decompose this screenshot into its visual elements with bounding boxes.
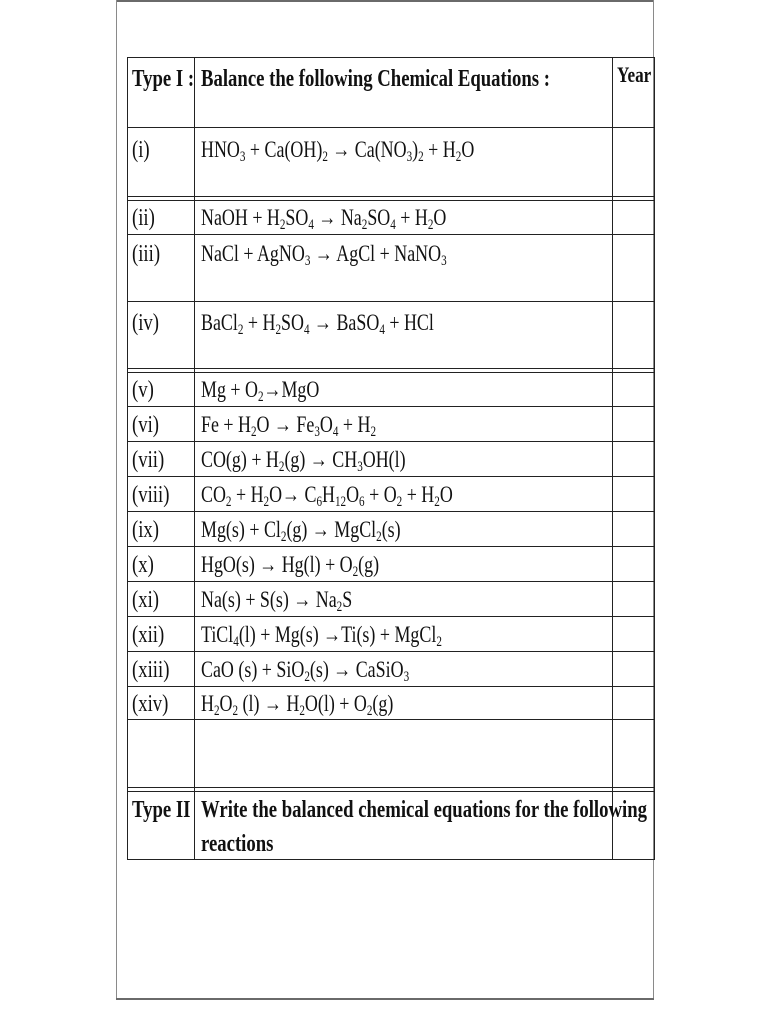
subscript: 2 [257,388,264,405]
table-row-divider [127,546,655,547]
equation: $Na(s) + S(s) \to Na_2S$ [201,587,353,615]
table-row-divider [127,787,655,788]
subscript: 3 [304,252,311,269]
row-number: (xiv) [132,691,169,717]
subscript: 12 [334,493,347,510]
table-row-divider [127,651,655,652]
equation: $Mg(s) + Cl_2(g)$ → MgCl$_2$(s) [201,517,401,545]
row-number: (xiii) [132,657,170,683]
subscript: 2 [278,458,285,475]
table-row-divider [127,616,655,617]
table-row-divider [127,791,655,792]
equation: $HgO(s) \to Hg(l) + O_2(g)$ [201,552,380,580]
subscript: 6 [359,493,365,510]
subscript: 4 [390,216,396,233]
row-number: (iii) [132,241,161,267]
row-number: (ix) [132,517,160,543]
subscript: 2 [250,423,257,440]
equation: $Mg + O_2\to MgO$ [201,377,320,405]
equation: TiCl$_4$(l) + Mg(s) →Ti(s) + MgCl$_2$ [201,622,442,650]
table-column-divider [612,57,613,860]
row-number: (ii) [132,205,155,231]
table-row-divider [127,127,655,128]
subscript: 4 [332,423,339,440]
equation: $Fe + H_2O \to Fe_3O_4 + H_2$ [201,412,377,440]
row-number: (i) [132,137,150,163]
table-row-divider [127,200,655,201]
equation: $CO(g) + H_2(g) \to CH_3OH(l)$ [201,447,406,475]
subscript: 2 [232,702,239,719]
subscript: 2 [361,216,368,233]
table-row-divider [127,196,655,197]
table-row-divider [127,301,655,302]
table-row-divider [127,372,655,373]
subscript: 3 [403,668,410,685]
subscript: 2 [427,216,434,233]
subscript: 2 [225,493,232,510]
equation: NaOH + $H_2SO_4 \to Na_2SO_4 + H_2O$ [201,205,447,233]
equation: $HNO_3 + Ca(OH)_2 \to Ca(NO_3)_2 + H_2O$ [201,137,475,165]
year-column-header: Year [617,62,652,87]
subscript: 2 [280,528,287,545]
table-row-divider [127,581,655,582]
subscript: 4 [379,321,385,338]
subscript: 3 [357,458,363,475]
subscript: 2 [436,633,442,650]
subscript: 2 [299,702,305,719]
type1-heading: Balance the following Chemical Equations : [201,66,550,92]
subscript: 2 [213,702,220,719]
page-frame-bottom [116,998,654,1000]
row-number: (x) [132,552,154,578]
subscript: 2 [279,216,286,233]
equation: $CO_2 + H_2O\to C_6H_{12}O_6 + O_2 + H_2O$ [201,482,453,510]
row-number: (vi) [132,412,160,438]
row-number: (xi) [132,587,160,613]
subscript: 2 [352,563,359,580]
type2-heading-line1: Write the balanced chemical equations for the following [201,797,647,823]
row-number: (xii) [132,622,165,648]
table-row-divider [127,859,655,860]
type2-heading-line2: reactions [201,831,274,857]
row-number: (viii) [132,482,170,508]
page-frame-left [116,0,117,1000]
row-number: (v) [132,377,154,403]
row-number: (iv) [132,310,160,336]
equation: $H_2O_2$ $(l) \to H_2O(l) + O_2(g)$ [201,691,394,719]
equation: CaO (s) + SiO$_2$(s) → CaSiO$_3$ [201,657,410,685]
table-column-divider [194,57,195,860]
table-row-divider [127,441,655,442]
subscript: 2 [455,148,462,165]
subscript: 3 [239,148,246,165]
row-number: (vii) [132,447,165,473]
table-row-divider [127,234,655,235]
subscript: 2 [322,148,328,165]
subscript: 2 [434,493,440,510]
subscript: 2 [275,321,282,338]
subscript: 4 [303,321,310,338]
table-row-divider [127,368,655,369]
subscript: 2 [304,668,310,685]
subscript: 2 [336,598,343,615]
table-row-divider [127,476,655,477]
subscript: 2 [237,321,244,338]
page-frame-top [116,0,654,2]
subscript: 2 [366,702,373,719]
table-row-divider [127,719,655,720]
subscript: 4 [233,633,239,650]
subscript: 2 [370,423,377,440]
subscript: 3 [406,148,413,165]
subscript: 3 [314,423,320,440]
type2-label: Type II [132,797,191,823]
table-row-divider [127,406,655,407]
table-row-divider [127,686,655,687]
subscript: 4 [308,216,314,233]
equation: BaCl$_2$ + $H_2SO_4$ → BaSO$_4$ + HCl [201,310,434,338]
subscript: 6 [316,493,322,510]
subscript: 3 [441,252,447,269]
subscript: 2 [418,148,424,165]
table-row-divider [127,57,655,58]
table-border-right [654,57,655,860]
equation: NaCl + AgNO$_3$ → AgCl + NaNO$_3$ [201,241,447,269]
subscript: 2 [263,493,270,510]
subscript: 2 [396,493,403,510]
subscript: 2 [376,528,382,545]
table-border-left [127,57,128,860]
table-row-divider [127,511,655,512]
type1-label: Type I : [132,66,195,92]
